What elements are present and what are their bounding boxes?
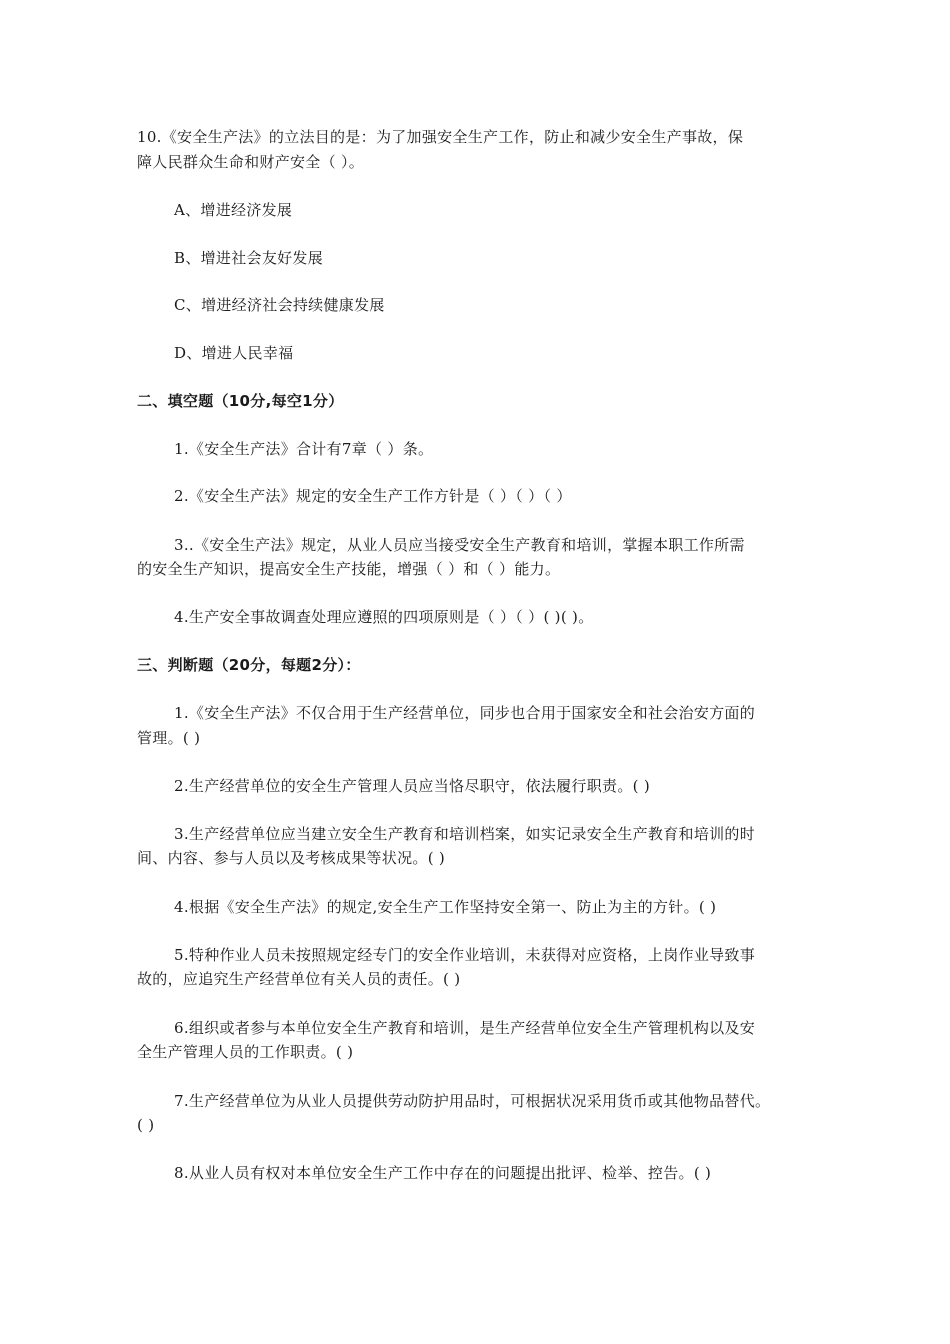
fill-item-2: 2.《安全生产法》规定的安全生产工作方针是（ ）（ ）（ ）	[174, 487, 572, 505]
judge-item-2: 2.生产经营单位的安全生产管理人员应当恪尽职守，依法履行职责。( )	[174, 777, 650, 795]
option-b: B、增进社会友好发展	[174, 249, 324, 267]
judge-item-7-line1: 7.生产经营单位为从业人员提供劳动防护用品时，可根据状况采用货币或其他物品替代。	[174, 1092, 771, 1110]
option-d: D、增进人民幸福	[174, 344, 294, 362]
fill-item-3-line1: 3..《安全生产法》规定，从业人员应当接受安全生产教育和培训，掌握本职工作所需	[174, 536, 745, 554]
judge-item-5-line1: 5.特种作业人员未按照规定经专门的安全作业培训，未获得对应资格，上岗作业导致事	[174, 946, 756, 964]
judge-item-6-line2: 全生产管理人员的工作职责。( )	[137, 1043, 354, 1061]
judge-item-6-line1: 6.组织或者参与本单位安全生产教育和培训，是生产经营单位安全生产管理机构以及安	[174, 1019, 756, 1037]
question-10-line2: 障人民群众生命和财产安全（ ）。	[137, 153, 365, 171]
fill-section-heading: 二、填空题（10分,每空1分）	[137, 392, 344, 410]
judge-item-3-line2: 间、内容、参与人员以及考核成果等状况。( )	[137, 849, 446, 867]
judge-item-5-line2: 故的，应追究生产经营单位有关人员的责任。( )	[137, 970, 461, 988]
judge-item-1-line1: 1.《安全生产法》不仅合用于生产经营单位，同步也合用于国家安全和社会治安方面的	[174, 704, 756, 722]
question-10-line1: 10.《安全生产法》的立法目的是：为了加强安全生产工作，防止和减少安全生产事故，保	[137, 128, 744, 146]
option-c: C、增进经济社会持续健康发展	[174, 296, 385, 314]
fill-item-4: 4.生产安全事故调查处理应遵照的四项原则是（ ）（ ）( )( )。	[174, 608, 594, 626]
judge-item-8: 8.从业人员有权对本单位安全生产工作中存在的问题提出批评、检举、控告。( )	[174, 1164, 712, 1182]
option-a: A、增进经济发展	[174, 201, 293, 219]
judge-item-4: 4.根据《安全生产法》的规定,安全生产工作坚持安全第一、防止为主的方针。( )	[174, 898, 717, 916]
judge-item-7-line2: ( )	[137, 1116, 155, 1134]
fill-item-3-line2: 的安全生产知识，提高安全生产技能，增强（ ）和（ ）能力。	[137, 560, 561, 578]
judge-item-3-line1: 3.生产经营单位应当建立安全生产教育和培训档案，如实记录安全生产教育和培训的时	[174, 825, 756, 843]
fill-item-1: 1.《安全生产法》合计有7章（ ）条。	[174, 440, 434, 458]
judge-section-heading: 三、判断题（20分，每题2分）：	[137, 656, 361, 674]
judge-item-1-line2: 管理。( )	[137, 729, 201, 747]
